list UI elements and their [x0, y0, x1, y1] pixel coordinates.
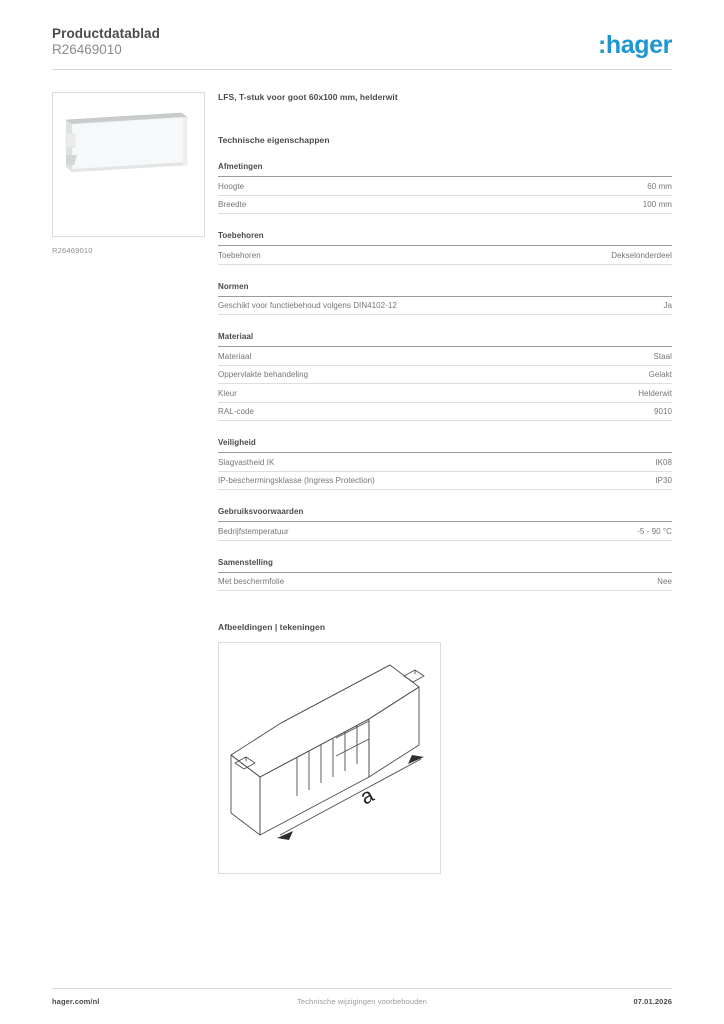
table-row [218, 453, 672, 472]
product-image-box [52, 92, 205, 237]
spec-label: Bedrijfstemperatuur [218, 526, 289, 536]
spec-value: Ja [663, 301, 672, 310]
technical-drawing-box [218, 642, 441, 874]
spec-group [218, 231, 672, 265]
spec-group [218, 558, 672, 592]
table-row [218, 403, 672, 422]
spec-label: Geschikt voor functiebehoud volgens DIN4102-12 [218, 301, 397, 310]
page-header [52, 26, 672, 70]
drawings-heading: Afbeeldingen | tekeningen [218, 622, 326, 632]
article-number: R26469010 [52, 42, 122, 57]
spec-value: 60 mm [647, 181, 672, 191]
footer-divider [52, 988, 672, 989]
spec-label: Met beschermfolie [218, 577, 285, 586]
footer-disclaimer: Technische wijzigingen voorbehouden [297, 997, 427, 1006]
spec-group-title: Materiaal [218, 332, 672, 347]
table-row [218, 246, 672, 265]
technical-drawing-icon [219, 643, 440, 873]
spec-label: Hoogte [218, 181, 245, 191]
table-row [218, 347, 672, 366]
spec-value: Nee [657, 577, 672, 586]
table-row [218, 472, 672, 491]
spec-label: Slagvastheid IK [218, 457, 275, 467]
spec-group [218, 332, 672, 421]
spec-value: 100 mm [642, 200, 672, 209]
content-column [218, 92, 672, 874]
product-name: LFS, T-stuk voor goot 60x100 mm, helderwit [218, 92, 398, 102]
spec-label: Materiaal [218, 351, 252, 361]
table-row [218, 384, 672, 403]
spec-group [218, 507, 672, 541]
spec-label: RAL-code [218, 407, 254, 416]
specifications-table [218, 162, 672, 591]
table-row [218, 522, 672, 541]
product-image-caption: R26469010 [52, 246, 93, 255]
spec-value: IK08 [655, 457, 672, 467]
spec-group-title: Afmetingen [218, 162, 672, 177]
spec-value: Helderwit [638, 388, 672, 398]
table-row [218, 366, 672, 385]
spec-group-title: Veiligheid [218, 438, 672, 453]
spec-group-title: Toebehoren [218, 231, 672, 246]
footer-date: 07.01.2026 [633, 997, 672, 1006]
svg-text:a: a [356, 783, 378, 810]
spec-label: IP-beschermingsklasse (Ingress Protection) [218, 476, 375, 485]
table-row [218, 196, 672, 215]
spec-label: Breedte [218, 200, 247, 209]
hager-logo: :hager [597, 31, 672, 59]
spec-group-title: Normen [218, 282, 672, 297]
spec-group-title: Samenstelling [218, 558, 672, 573]
header-divider [52, 69, 672, 70]
table-row [218, 297, 672, 316]
spec-value: 9010 [654, 407, 672, 416]
spec-value: Dekselonderdeel [611, 250, 672, 260]
footer-website-link[interactable]: hager.com/nl [52, 997, 100, 1006]
spec-label: Toebehoren [218, 250, 261, 260]
spec-label: Kleur [218, 388, 237, 398]
table-row [218, 573, 672, 592]
spec-group [218, 282, 672, 316]
spec-label: Oppervlakte behandeling [218, 370, 309, 379]
spec-group [218, 438, 672, 490]
spec-group [218, 162, 672, 214]
product-image-panel [52, 92, 205, 255]
spec-group-title: Gebruiksvoorwaarden [218, 507, 672, 522]
spec-value: Gelakt [648, 370, 672, 379]
product-photo-icon [53, 93, 204, 236]
spec-value: -5 - 90 °C [637, 526, 672, 536]
page-footer [52, 997, 672, 1011]
technical-properties-heading: Technische eigenschappen [218, 135, 330, 145]
page-title: Productdatablad [52, 26, 161, 41]
spec-value: IP30 [655, 476, 672, 485]
table-row [218, 177, 672, 196]
spec-value: Staal [653, 351, 672, 361]
